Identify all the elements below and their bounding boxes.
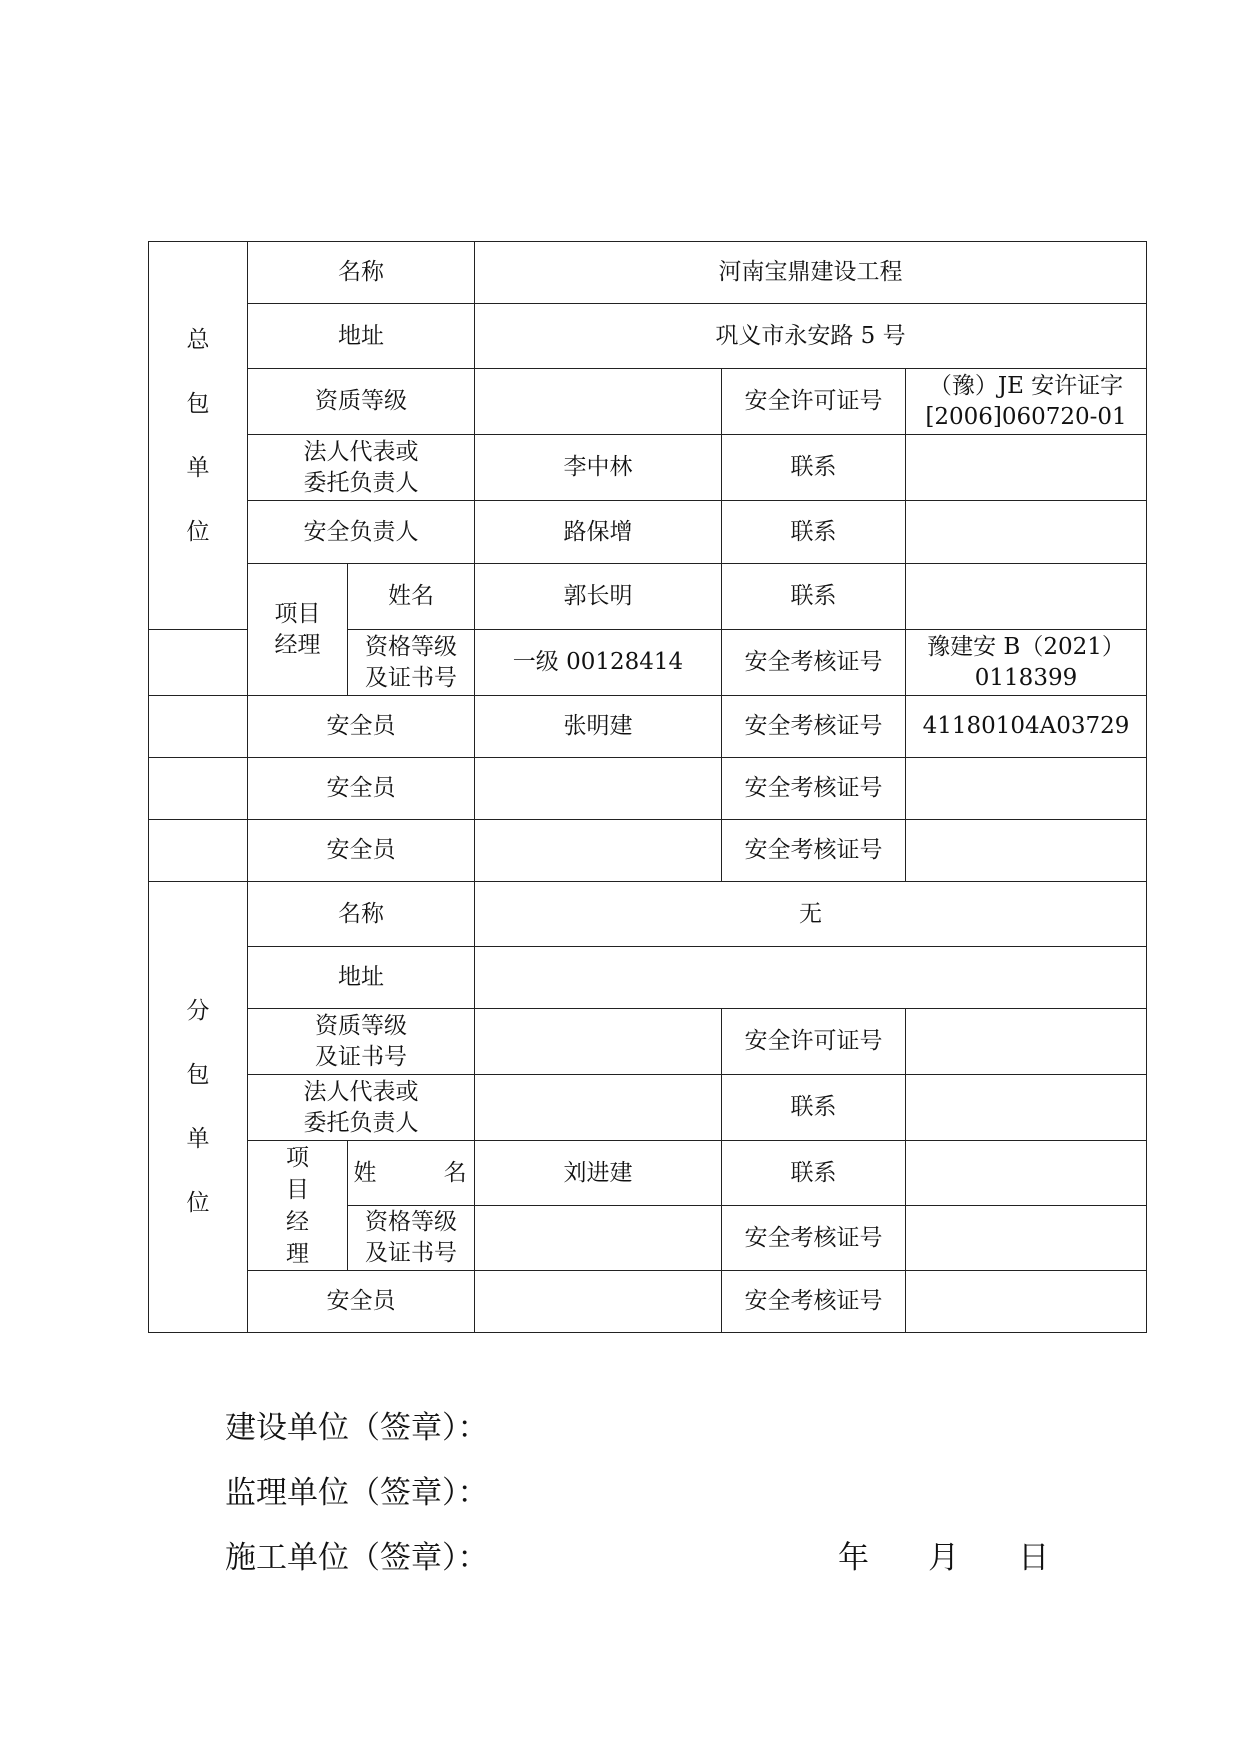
builder-unit-signature: 施工单位（签章）： — [225, 1540, 489, 1576]
gc-safety-officer-row — [149, 758, 1147, 820]
sc-pm-cert-value — [475, 1206, 722, 1271]
sc-safety-officer-label: 安全员 — [248, 1271, 475, 1333]
gc-safety-officer-exam-label: 安全考核证号 — [722, 758, 906, 820]
gc-legal-rep-row — [149, 435, 1147, 501]
gc-name-value: 河南宝鼎建设工程 — [475, 242, 1147, 304]
gc-pm-contact-label: 联系 — [722, 564, 906, 630]
gc-pm-exam-value: 豫建安 B（2021） 0118399 — [906, 630, 1147, 696]
gc-pm-name-label: 姓名 — [348, 564, 475, 630]
gc-side-label: 总 包 单 位 — [149, 242, 248, 630]
gc-safety-officer-row — [149, 696, 1147, 758]
gc-safety-officer-exam-label: 安全考核证号 — [722, 820, 906, 882]
gc-pm-name-row — [149, 564, 1147, 630]
signature-date: 年 月 日 — [838, 1540, 1050, 1576]
gc-name-row — [149, 242, 1147, 304]
sc-legal-rep-row — [149, 1075, 1147, 1141]
gc-qualification-value — [475, 369, 722, 435]
gc-side-blank — [149, 696, 248, 758]
gc-address-label: 地址 — [248, 304, 475, 369]
sc-pm-exam-value — [906, 1206, 1147, 1271]
gc-legal-rep-contact-value — [906, 435, 1147, 501]
gc-address-row — [149, 304, 1147, 369]
gc-safety-head-label: 安全负责人 — [248, 501, 475, 564]
gc-safety-officer-exam-value: 41180104A03729 — [906, 696, 1147, 758]
gc-pm-label: 项目 经理 — [248, 564, 348, 696]
gc-safety-officer-name: 张明建 — [475, 696, 722, 758]
gc-safety-officer-exam-value — [906, 758, 1147, 820]
gc-name-label: 名称 — [248, 242, 475, 304]
sc-address-label: 地址 — [248, 947, 475, 1009]
gc-safety-officer-name — [475, 820, 722, 882]
gc-side-blank — [149, 758, 248, 820]
sc-pm-contact-label: 联系 — [722, 1141, 906, 1206]
sc-pm-name-row — [149, 1141, 1147, 1206]
gc-permit-label: 安全许可证号 — [722, 369, 906, 435]
sc-pm-name-label: 姓 名 — [348, 1141, 475, 1206]
gc-qualification-label: 资质等级 — [248, 369, 475, 435]
gc-qualification-row — [149, 369, 1147, 435]
sc-name-value: 无 — [475, 882, 1147, 947]
gc-safety-officer-exam-label: 安全考核证号 — [722, 696, 906, 758]
construction-unit-signature: 建设单位（签章）： — [225, 1410, 489, 1446]
gc-pm-contact-value — [906, 564, 1147, 630]
gc-safety-officer-exam-value — [906, 820, 1147, 882]
gc-pm-name-value: 郭长明 — [475, 564, 722, 630]
gc-safety-officer-label: 安全员 — [248, 696, 475, 758]
sc-qualification-value — [475, 1009, 722, 1075]
sc-safety-officer-exam-value — [906, 1271, 1147, 1333]
sc-qualification-label: 资质等级 及证书号 — [248, 1009, 475, 1075]
sc-permit-label: 安全许可证号 — [722, 1009, 906, 1075]
sc-side-label: 分 包 单 位 — [149, 882, 248, 1333]
gc-safety-head-contact-value — [906, 501, 1147, 564]
gc-legal-rep-contact-label: 联系 — [722, 435, 906, 501]
gc-permit-value: （豫）JE 安许证字 [2006]060720-01 — [906, 369, 1147, 435]
gc-safety-officer-label: 安全员 — [248, 820, 475, 882]
sc-name-row — [149, 882, 1147, 947]
sc-name-label: 名称 — [248, 882, 475, 947]
gc-pm-cert-value: 一级 00128414 — [475, 630, 722, 696]
sc-legal-rep-value — [475, 1075, 722, 1141]
sc-legal-rep-contact-value — [906, 1075, 1147, 1141]
sc-pm-contact-value — [906, 1141, 1147, 1206]
gc-safety-head-value: 路保增 — [475, 501, 722, 564]
gc-safety-officer-row — [149, 820, 1147, 882]
gc-safety-head-row — [149, 501, 1147, 564]
sc-pm-cert-label: 资格等级 及证书号 — [348, 1206, 475, 1271]
sc-safety-officer-row — [149, 1271, 1147, 1333]
sc-qualification-row — [149, 1009, 1147, 1075]
gc-safety-officer-name — [475, 758, 722, 820]
gc-pm-cert-label: 资格等级 及证书号 — [348, 630, 475, 696]
sc-pm-name-value: 刘进建 — [475, 1141, 722, 1206]
gc-legal-rep-label: 法人代表或 委托负责人 — [248, 435, 475, 501]
sc-pm-exam-label: 安全考核证号 — [722, 1206, 906, 1271]
gc-pm-exam-label: 安全考核证号 — [722, 630, 906, 696]
sc-safety-officer-exam-label: 安全考核证号 — [722, 1271, 906, 1333]
gc-side-blank — [149, 630, 248, 696]
gc-safety-head-contact-label: 联系 — [722, 501, 906, 564]
gc-legal-rep-value: 李中林 — [475, 435, 722, 501]
sc-pm-label: 项 目 经 理 — [248, 1141, 348, 1271]
sc-address-row — [149, 947, 1147, 1009]
project-personnel-table — [148, 241, 1147, 1333]
sc-address-value — [475, 947, 1147, 1009]
gc-side-blank — [149, 820, 248, 882]
sc-legal-rep-label: 法人代表或 委托负责人 — [248, 1075, 475, 1141]
sc-safety-officer-name — [475, 1271, 722, 1333]
supervision-unit-signature: 监理单位（签章）： — [225, 1475, 489, 1511]
gc-address-value: 巩义市永安路 5 号 — [475, 304, 1147, 369]
gc-safety-officer-label: 安全员 — [248, 758, 475, 820]
sc-legal-rep-contact-label: 联系 — [722, 1075, 906, 1141]
sc-permit-value — [906, 1009, 1147, 1075]
